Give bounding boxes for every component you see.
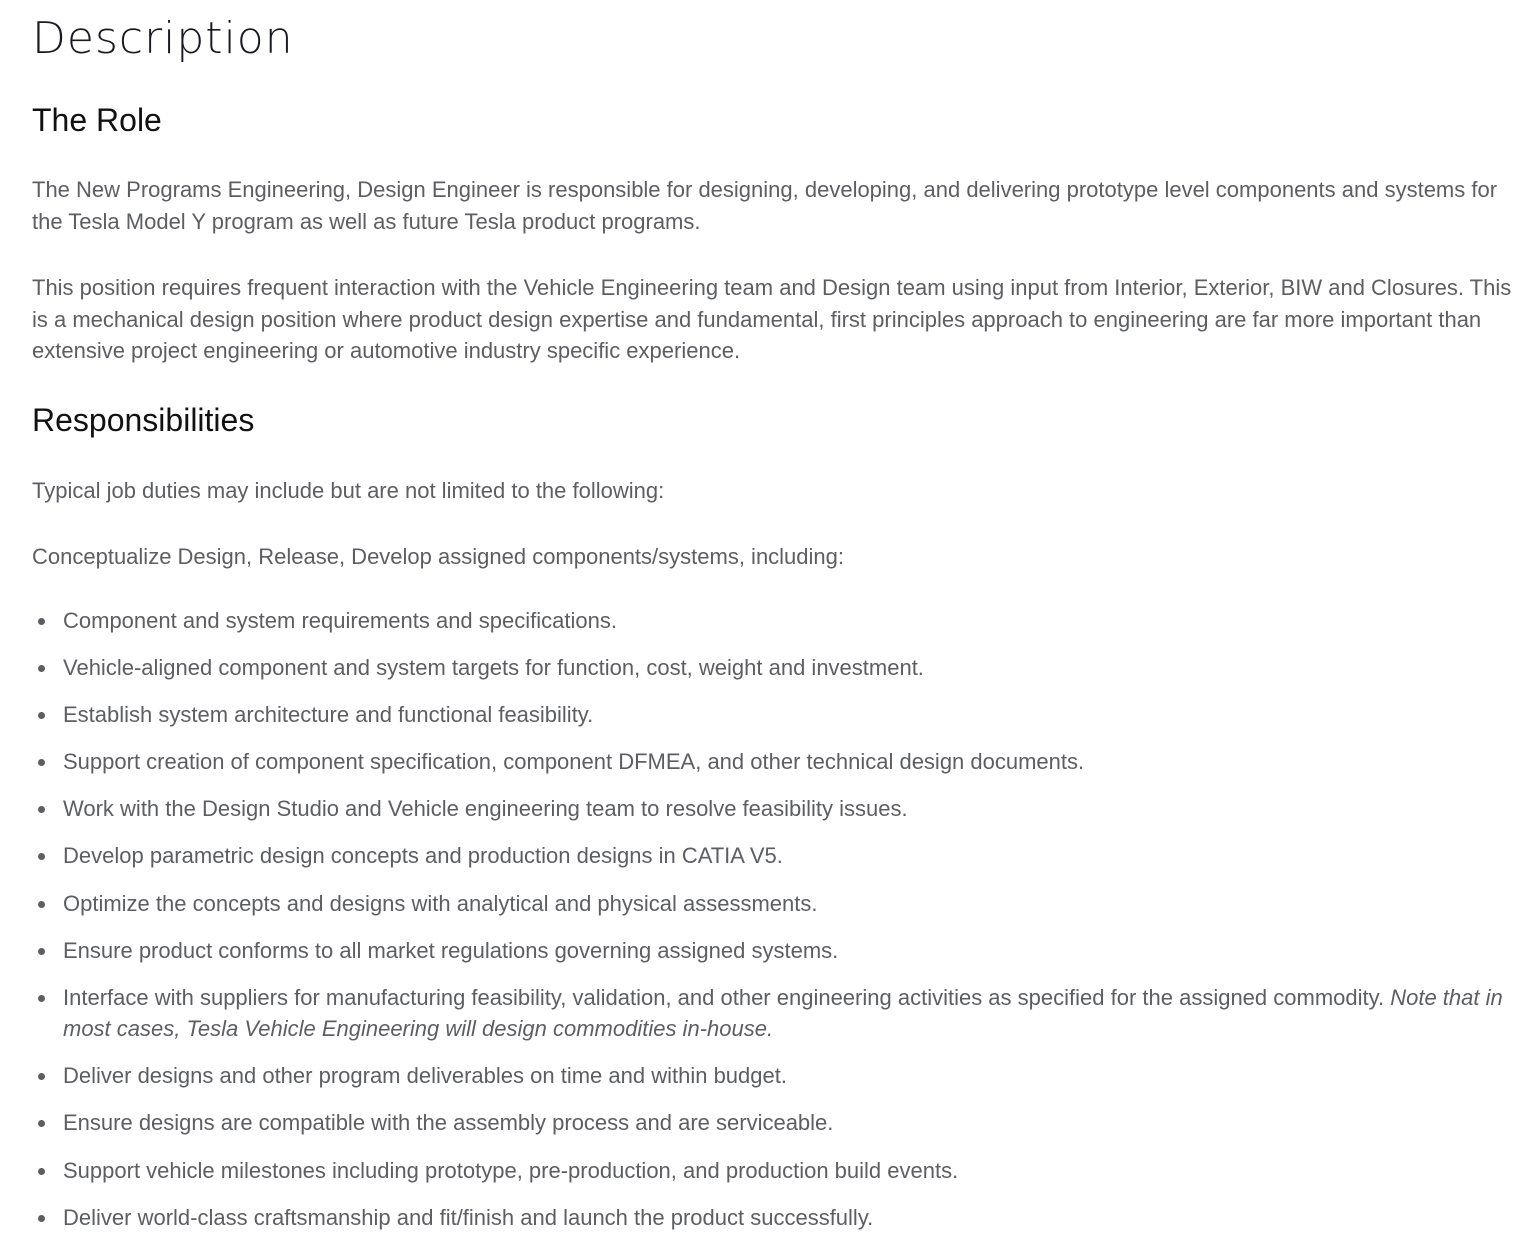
list-item [32, 699, 1512, 731]
list-item-text: Develop parametric design concepts and production designs in CATIA V5. [63, 843, 783, 869]
role-paragraph-1: The New Programs Engineering, Design Engineer is responsible for designing, developing, and delivering prototype level components and systems for the Tesla Model Y program as well as future Tesla product programs. [32, 177, 1498, 234]
list-item [32, 746, 1512, 778]
list-item-text: Deliver world-class craftsmanship and fit/finish and launch the product successfully. [63, 1204, 874, 1230]
bullet-icon [38, 759, 45, 766]
bullet-icon [38, 618, 45, 625]
list-item [32, 1060, 1512, 1092]
page-title: Description [32, 13, 294, 64]
list-item-text: Support creation of component specification, component DFMEA, and other technical design documents. [63, 749, 1085, 775]
responsibilities-heading: Responsibilities [32, 402, 255, 438]
list-item [32, 982, 1512, 1045]
bullet-icon [38, 901, 45, 908]
bullet-icon [38, 1215, 45, 1222]
list-item [32, 1155, 1512, 1187]
list-item-text: Interface with suppliers for manufacturing feasibility, validation, and other engineering activities as specified for the assigned commodity. [63, 984, 1391, 1010]
list-item-note: Note that in most cases, Tesla Vehicle Engineering will design commodities in-house. [63, 984, 1503, 1042]
list-item-text: Ensure designs are compatible with the assembly process and are serviceable. [63, 1110, 834, 1136]
bullet-icon [38, 1073, 45, 1080]
bullet-icon [38, 712, 45, 719]
list-item-text: Optimize the concepts and designs with analytical and physical assessments. [63, 890, 818, 916]
list-item [32, 605, 1512, 637]
list-item-text: Deliver designs and other program deliverables on time and within budget. [63, 1063, 787, 1089]
bullet-icon [38, 1120, 45, 1127]
list-item [32, 840, 1512, 872]
bullet-icon [38, 948, 45, 955]
list-item-text: Support vehicle milestones including prototype, pre-production, and production build events. [63, 1157, 959, 1183]
bullet-icon [38, 665, 45, 672]
list-item [32, 1202, 1512, 1234]
list-item-text: Ensure product conforms to all market regulations governing assigned systems. [63, 937, 839, 963]
list-item-text: Component and system requirements and specifications. [63, 608, 617, 633]
list-item [32, 1107, 1512, 1139]
list-item [32, 652, 1512, 684]
role-paragraph-2: This position requires frequent interaction with the Vehicle Engineering team and Design team using input from Interior, Exterior, BIW and Closures. This is a mechanical design position where product design expertise and fundamental, first principles approach to engineering are far more important than extensive project engineering or automotive industry specific experience. [32, 275, 1512, 363]
responsibilities-intro: Typical job duties may include but are not limited to the following: [32, 478, 665, 503]
list-item [32, 888, 1512, 920]
list-item-text: Establish system architecture and functional feasibility. [63, 702, 594, 728]
role-heading: The Role [32, 102, 162, 138]
list-item-text: Work with the Design Studio and Vehicle engineering team to resolve feasibility issues. [63, 796, 908, 822]
list-item [32, 793, 1512, 825]
bullet-icon [38, 1168, 45, 1175]
list-item [32, 935, 1512, 967]
responsibilities-list [32, 605, 1512, 1249]
bullet-icon [38, 853, 45, 860]
list-item-text: Vehicle-aligned component and system targets for function, cost, weight and investment. [63, 655, 924, 681]
bullet-icon [38, 995, 45, 1002]
bullet-icon [38, 806, 45, 813]
responsibilities-lead: Conceptualize Design, Release, Develop assigned components/systems, including: [32, 544, 845, 569]
